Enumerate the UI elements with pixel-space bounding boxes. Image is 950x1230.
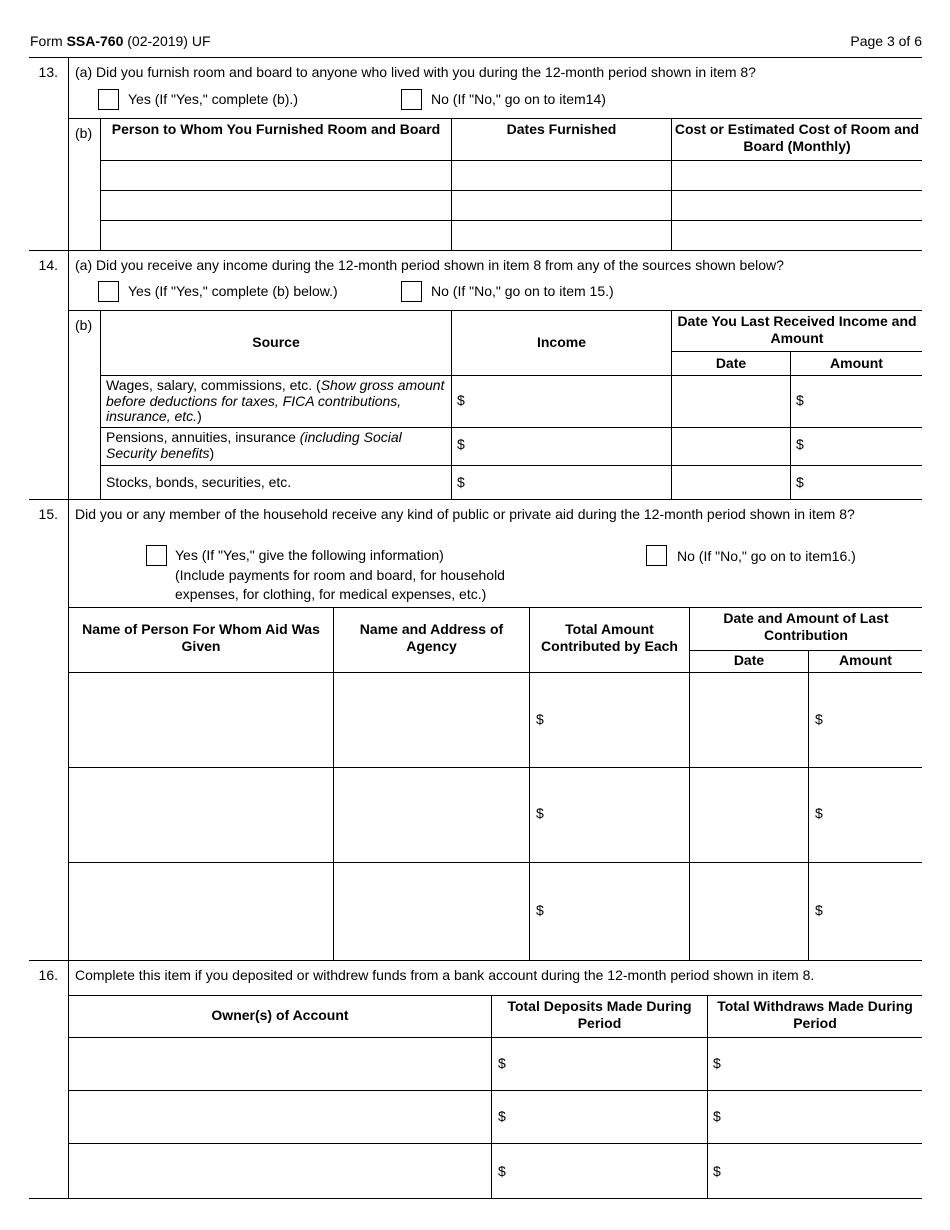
q16-bottom-rule [29, 1198, 922, 1199]
q15-subheader-line [689, 650, 922, 651]
form-id [30, 33, 211, 50]
q15-col-line [333, 607, 334, 960]
q14-no-checkbox[interactable] [401, 281, 422, 302]
q15-yes-note: (Include payments for room and board, for household expenses, for clothing, for medical expenses, etc.) [175, 567, 505, 602]
q15-row2-total-dollar: $ [536, 805, 544, 821]
q15-yes-checkbox[interactable] [146, 545, 167, 566]
q14-divider [68, 250, 69, 499]
q13-row-line [100, 220, 922, 221]
q14-yes-checkbox[interactable] [98, 281, 119, 302]
q13-b-label: (b) [75, 125, 93, 141]
q15-divider [68, 499, 69, 960]
q14-number: 14. [38, 257, 58, 273]
q14-stocks-income-dollar: $ [457, 474, 465, 490]
q14-pensions-amount-dollar: $ [796, 436, 804, 452]
q15-col-total: Total Amount Contributed by Each [541, 621, 678, 654]
q13-divider [68, 57, 69, 250]
q13-yes-label: Yes (If "Yes," complete (b).) [128, 91, 298, 107]
form-prefix: Form [30, 33, 63, 49]
q13-no-label: No (If "No," go on to item14) [431, 91, 606, 107]
q14-wages-income-dollar: $ [457, 392, 465, 408]
q14-subheader-line [671, 351, 922, 352]
q15-table-top [68, 607, 922, 608]
header-rule [29, 57, 922, 58]
q14-b-label: (b) [75, 317, 93, 333]
q16-row3-deposit-dollar: $ [498, 1163, 506, 1179]
q16-row-line [68, 1143, 922, 1144]
q14-wages-amount-dollar: $ [796, 392, 804, 408]
q14-no-label: No (If "No," go on to item 15.) [431, 283, 614, 299]
q13-col-dates: Dates Furnished [506, 121, 617, 137]
q14-yes-label: Yes (If "Yes," complete (b) below.) [128, 283, 338, 299]
q13-question: (a) Did you furnish room and board to anyone who lived with you during the 12-month period shown in item 8? [75, 64, 756, 80]
q15-col-amount: Amount [839, 652, 892, 668]
q15-col-last-contribution: Date and Amount of Last Contribution [723, 610, 889, 643]
q15-row-line [68, 672, 922, 673]
q13-yes-checkbox[interactable] [98, 89, 119, 110]
q15-row1-amount-dollar: $ [815, 711, 823, 727]
q13-row-line [100, 160, 922, 161]
q14-stocks-amount-dollar: $ [796, 474, 804, 490]
q13-number: 13. [38, 64, 58, 80]
q15-bottom-rule [29, 960, 922, 961]
q15-no-label: No (If "No," go on to item16.) [677, 548, 856, 564]
q16-col-deposits: Total Deposits Made During Period [507, 998, 692, 1031]
q15-row-line [68, 862, 922, 863]
q16-col-owner: Owner(s) of Account [211, 1007, 349, 1023]
q15-col-date: Date [733, 652, 765, 668]
q16-row-line [68, 1037, 922, 1038]
q15-yes-label: Yes (If "Yes," give the following information) [175, 547, 444, 563]
q14-row-stocks: Stocks, bonds, securities, etc. [106, 474, 292, 490]
q16-row2-deposit-dollar: $ [498, 1108, 506, 1124]
q15-row-line [68, 767, 922, 768]
q14-bottom-rule [29, 499, 922, 500]
q15-row3-amount-dollar: $ [815, 902, 823, 918]
q16-row1-deposit-dollar: $ [498, 1055, 506, 1071]
q16-table-top [68, 995, 922, 996]
q13-col-cost: Cost or Estimated Cost of Room and Board (Monthly) [674, 121, 920, 154]
q14-question: (a) Did you receive any income during the 12-month period shown in item 8 from any of the sources shown below? [75, 257, 784, 273]
q13-bottom-rule [29, 250, 922, 251]
page-number: Page 3 of 6 [850, 33, 922, 49]
q16-row-line [68, 1090, 922, 1091]
q14-row-line [100, 375, 922, 376]
q14-row-line [100, 465, 922, 466]
q15-col-agency: Name and Address of Agency [359, 621, 504, 654]
q15-number: 15. [38, 506, 58, 522]
q14-col-date: Date [715, 355, 747, 371]
q16-row2-withdraw-dollar: $ [713, 1108, 721, 1124]
q16-col-withdraws: Total Withdraws Made During Period [717, 998, 913, 1031]
q16-question: Complete this item if you deposited or withdrew funds from a bank account during the 12-month period shown in item 8. [75, 967, 815, 983]
form-revision: (02-2019) UF [127, 33, 211, 49]
q15-question: Did you or any member of the household receive any kind of public or private aid during the 12-month period shown in item 8? [75, 506, 855, 522]
q15-col-line [808, 650, 809, 960]
q13-col-person: Person to Whom You Furnished Room and Board [111, 121, 441, 137]
q14-col-income: Income [536, 334, 586, 350]
q15-col-name: Name of Person For Whom Aid Was Given [82, 621, 320, 654]
q15-row2-amount-dollar: $ [815, 805, 823, 821]
q14-col-amount: Amount [830, 355, 883, 371]
q14-table-top [68, 310, 922, 311]
q14-col-source: Source [252, 334, 300, 350]
form-number: SSA-760 [66, 33, 124, 49]
q13-row-line [100, 190, 922, 191]
q14-col-last-received: Date You Last Received Income and Amount [677, 313, 917, 346]
q14-row-pensions: Pensions, annuities, insurance (including Social Security benefits) [106, 429, 402, 461]
q13-table-top [68, 118, 922, 119]
q15-row3-total-dollar: $ [536, 902, 544, 918]
q15-row1-total-dollar: $ [536, 711, 544, 727]
q16-row1-withdraw-dollar: $ [713, 1055, 721, 1071]
q16-number: 16. [38, 967, 58, 983]
q16-row3-withdraw-dollar: $ [713, 1163, 721, 1179]
q14-row-wages: Wages, salary, commissions, etc. (Show gross amount before deductions for taxes, FICA contributions, insurance, etc.) [106, 377, 445, 424]
q14-col-line [790, 351, 791, 499]
q15-no-checkbox[interactable] [646, 545, 667, 566]
q13-no-checkbox[interactable] [401, 89, 422, 110]
q15-col-line [529, 607, 530, 960]
q14-row-line [100, 427, 922, 428]
q14-pensions-income-dollar: $ [457, 436, 465, 452]
